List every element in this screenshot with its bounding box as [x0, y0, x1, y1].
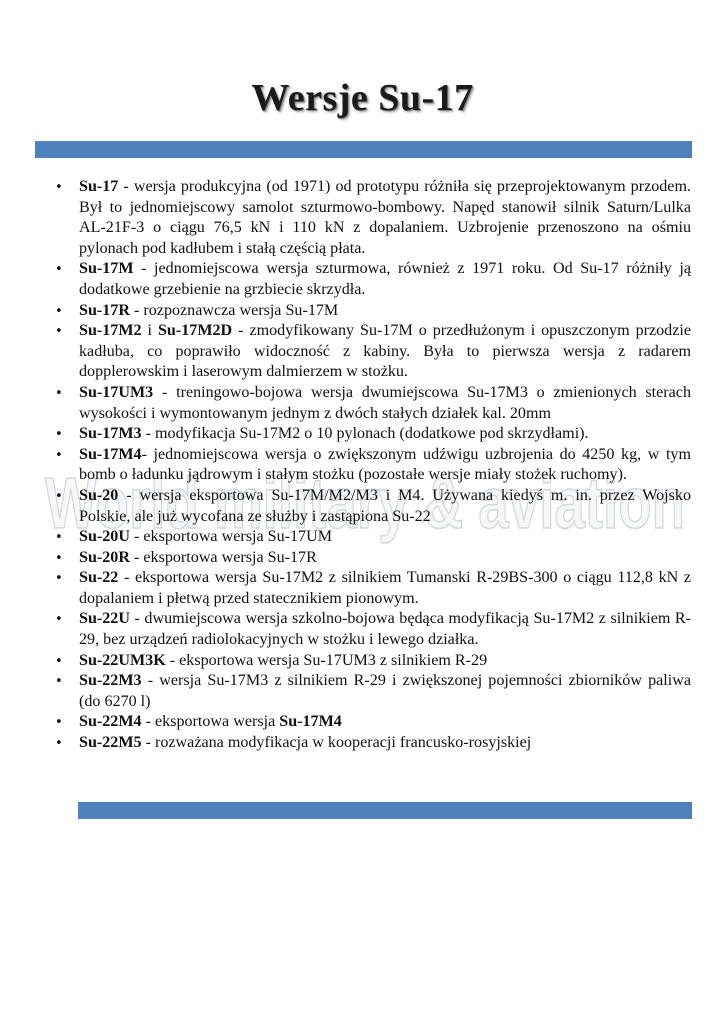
version-name: Su-17R [79, 301, 130, 319]
version-name: Su-20U [79, 528, 130, 546]
version-description: - rozpoznawcza wersja Su-17M [129, 301, 339, 319]
list-item [55, 486, 691, 527]
watermark-text: World military & aviation [45, 464, 685, 544]
version-name: Su-17 [79, 178, 119, 195]
version-description: - wersja produkcyjna (od 1971) od prototypu różniła się przeprojektowanym przodem. Był to jednomiejscowy samolot szturmowo-bombowy. Napęd stanowił silnik Saturn/Lulka AL-21F-3 o ciągu 76,5 kN i 110 kN z dopalaniem. Uzbrojenie przenoszono na ośmiu pylonach pod kadłubem i stałą częścią płata. [79, 178, 691, 257]
bottom-accent-bar [78, 802, 692, 819]
list-item [55, 527, 691, 548]
version-name: Su-22UM3K [79, 651, 166, 669]
list-item [55, 733, 691, 754]
version-description: - eksportowa wersja Su-17UM3 z silnikiem R-29 [165, 651, 488, 669]
list-item [55, 301, 691, 322]
version-description: - jednomiejscowa wersja szturmowa, również z 1971 roku. Od Su-17 różniły ją dodatkowe grzebienie na grzbiecie skrzydła. [79, 260, 691, 298]
version-name: Su-22 [79, 569, 119, 587]
top-accent-bar [35, 141, 692, 158]
version-name: Su-22U [79, 610, 130, 628]
list-item [55, 548, 691, 569]
version-description: - modyfikacja Su-17M2 o 10 pylonach (dodatkowe pod skrzydłami). [141, 425, 589, 443]
list-item [55, 712, 691, 733]
list-item [55, 609, 691, 650]
version-name: Su-20 [79, 486, 119, 504]
page-title: Wersje Su-17 [251, 77, 474, 119]
version-name: Su-22M3 [79, 672, 142, 690]
version-name: Su-17M2 [79, 322, 142, 340]
version-name: Su-17UM3 [79, 383, 154, 401]
list-item [55, 321, 691, 383]
version-description: - jednomiejscowa wersja o zwiększonym udźwigu uzbrojenia do 4250 kg, w tym bomb o ładunku jądrowym i stałym stożku (pozostałe wersje miały stożek ruchomy). [79, 445, 691, 484]
version-description: - treningowo-bojowa wersja dwumiejscowa Su-17M3 o zmienionych sterach wysokości i wymontowanym jednym z dwóch stałych działek kal. 20mm [79, 383, 691, 422]
list-item [55, 671, 691, 712]
list-item [55, 259, 691, 300]
version-name-secondary: Su-17M4 [279, 713, 342, 731]
version-name-secondary: Su-17M2D [157, 322, 233, 340]
version-name: Su-17M [79, 260, 134, 278]
list-item [55, 424, 691, 445]
version-description: - eksportowa wersja Su-17UM [129, 528, 333, 546]
list-item [55, 177, 691, 259]
version-description: - dwumiejscowa wersja szkolno-bojowa będąca modyfikacją Su-17M2 z silnikiem R-29, bez urządzeń radiolokacyjnych w stożku i lewego działka. [79, 610, 691, 649]
version-name: Su-17M4 [79, 445, 142, 463]
list-item [55, 568, 691, 609]
list-item [55, 445, 691, 486]
version-name: Su-17M3 [79, 425, 142, 443]
list-item [55, 651, 691, 672]
list-item [55, 383, 691, 424]
version-description: - eksportowa wersja Su-17R [129, 548, 317, 566]
version-description: - zmodyfikowany Su-17M o przedłużonym i opuszczonym przodzie kadłuba, co poprawiło widoczność z kabiny. Była to pierwsza wersja z radarem dopplerowskim i laserowym dalmierzem w stożku. [79, 322, 691, 381]
version-name: Su-20R [79, 548, 130, 566]
version-connector: i [141, 322, 158, 340]
version-description: - wersja eksportowa Su-17M/M2/M3 i M4. Używana kiedyś m. in. przez Wojsko Polskie, ale już wycofana ze służby i zastąpiona Su-22 [79, 486, 691, 525]
version-description: - eksportowa wersja [141, 713, 280, 731]
version-name: Su-22M4 [79, 713, 142, 731]
version-description: - wersja Su-17M3 z silnikiem R-29 i zwiększonej pojemności zbiorników paliwa (do 6270 l) [79, 672, 691, 710]
version-description: - rozważana modyfikacja w kooperacji francusko-rosyjskiej [141, 734, 532, 752]
versions-list [55, 177, 691, 754]
version-name: Su-22M5 [79, 734, 142, 752]
version-description: - eksportowa wersja Su-17M2 z silnikiem Tumanski R-29BS-300 o ciągu 112,8 kN z dopalaniem i płetwą przed statecznikiem pionowym. [79, 569, 691, 607]
